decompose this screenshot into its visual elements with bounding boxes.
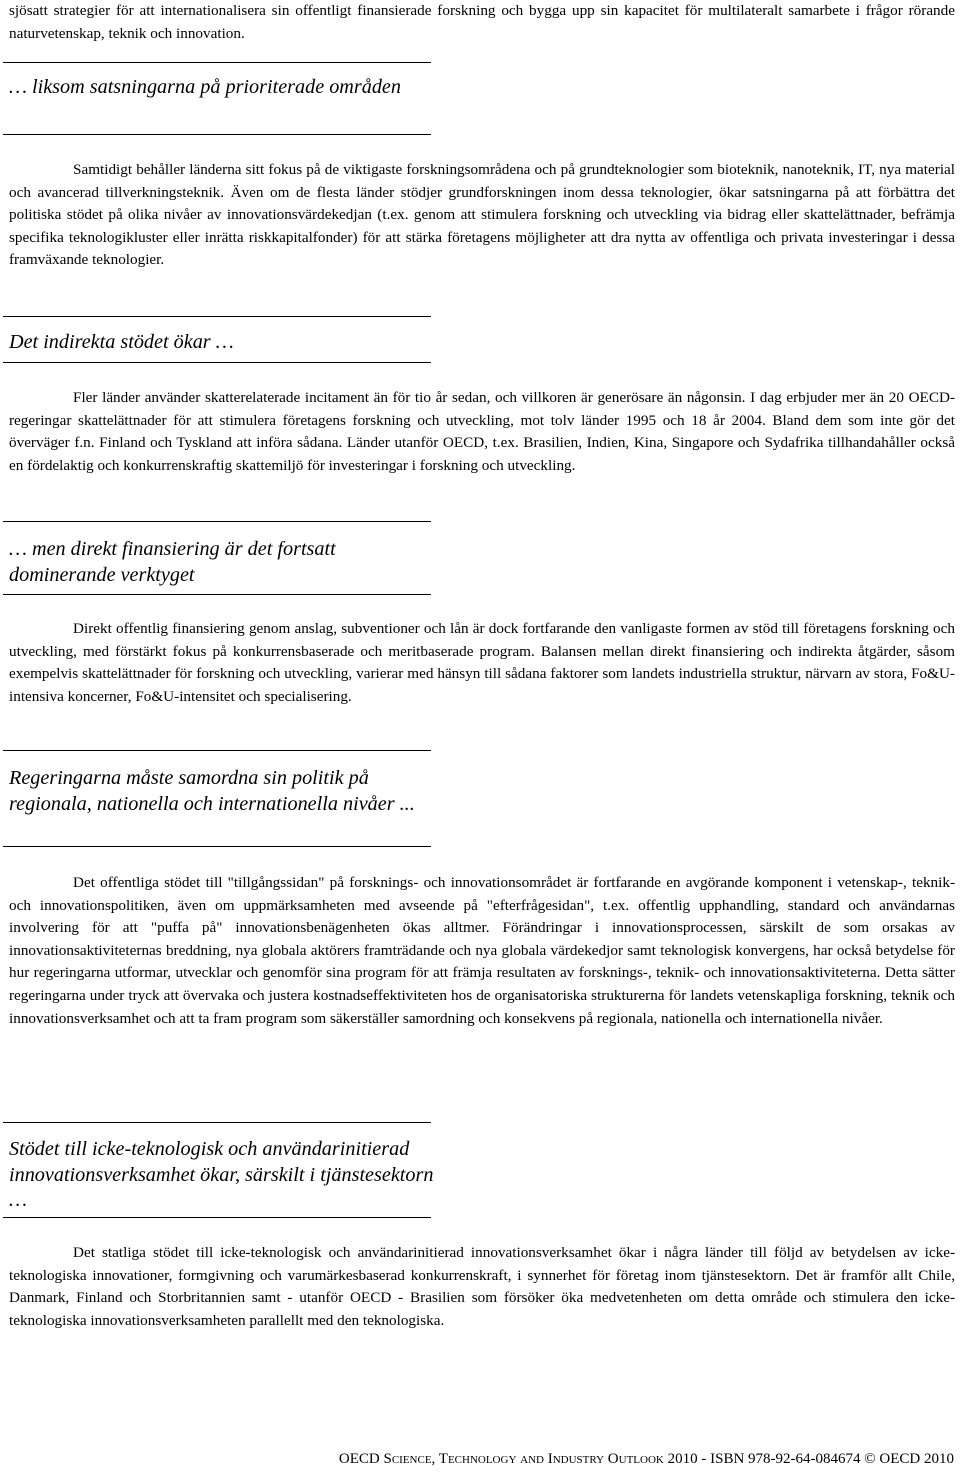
paragraph-prioriterade: Samtidigt behåller länderna sitt fokus på de viktigaste forskningsområdena och på grundteknologier som bioteknik, nanoteknik, IT, nya material och avancerad tillverkningsteknik. Även om de flesta länder stödjer grundforskningen inom dessa teknologier, ökar satsningarna på att förbättra det politiska stödet på olika nivåer av innovationsvärdekedjan (t.ex. genom att stimulera forskning och utveckling via bidrag eller skattelättnader, befrämja specifika teknologikluster eller inrätta riskkapitalfonder) för att stärka företagens möjligheter att dra nytta av offentliga och privata investeringar i dessa framväxande teknologier. bbox=[9, 161, 955, 269]
section-heading-direkt-finansiering: … men direkt finansiering är det fortsatt dominerande verktyget bbox=[9, 538, 336, 586]
section-heading-samordna-politik: Regeringarna måste samordna sin politik på regionala, nationella och internationella nivåer ... bbox=[9, 767, 415, 815]
page-footer bbox=[334, 1450, 954, 1468]
footer-publication-title: Science, Technology and Industry Outlook bbox=[383, 1451, 664, 1467]
section-rule-top bbox=[3, 1122, 431, 1123]
section-rule-bottom bbox=[3, 362, 431, 363]
paragraph-indirekta-stodet: Fler länder använder skatterelaterade incitament än för tio år sedan, och villkoren är generösare än någonsin. I dag erbjuder mer än 20 OECD-regeringar skattelättnader för att stimulera företagens forskning och utveckling, mot tolv länder 1995 och 18 år 2004. Bland dem som inte gör det överväger f.n. Finland och Tyskland att införa sådana. Länder utanför OECD, t.ex. Brasilien, Indien, Kina, Singapore och Sydafrika tillhandahåller också en fördelaktig och konkurrenskraftig skattemiljö för investeringar i forskning och utveckling. bbox=[9, 389, 955, 474]
section-rule-bottom bbox=[3, 1217, 431, 1218]
section-rule-top bbox=[3, 316, 431, 317]
section-rule-top bbox=[3, 521, 431, 522]
section-rule-top bbox=[3, 750, 431, 751]
paragraph-samordna-politik: Det offentliga stödet till "tillgångssidan" på forsknings- och innovationsområdet är fortfarande en avgörande komponent i vetenskap-, teknik- och innovationspolitiken, även om uppmärksamheten med avseende på "efterfrågesidan", t.ex. offentlig upphandling, standard och användarnas involvering för att "puffa på" innovationsbenägenheten ökas alltmer. Förändringar i innovationsprocessen, särskilt de som orsakas av innovationsaktiviteternas breddning, nya globala aktörers framträdande och nya globala värdekedjor samt teknologisk konvergens, har också betydelse för hur regeringarna utformar, utvecklar och genomför sina program för att främja resultaten av forsknings-, teknik- och innovationsaktiviteterna. Detta sätter regeringarna under tryck att övervaka och justera kostnadseffektiviteten hos de organisatoriska strukturerna för landets vetenskapliga forskning, teknik och innovationsverksamhet och att ta fram program som säkerställer samordning och konsekvens på regionala, nationella och internationella nivåer. bbox=[9, 874, 955, 1027]
section-heading-prioriterade: … liksom satsningarna på prioriterade områden bbox=[9, 76, 401, 98]
paragraph-intro: sjösatt strategier för att internationalisera sin offentligt finansierade forskning och bygga upp sin kapacitet för multilateralt samarbete i frågor rörande naturvetenskap, teknik och innovation. bbox=[9, 2, 955, 42]
section-heading-icke-teknologisk: Stödet till icke-teknologisk och användarinitierad innovationsverksamhet ökar, särskilt i tjänstesektorn … bbox=[9, 1138, 434, 1211]
section-rule-bottom bbox=[3, 846, 431, 847]
footer-isbn-copyright: 2010 - ISBN 978-92-64-084674 © OECD 2010 bbox=[663, 1451, 954, 1467]
paragraph-icke-teknologisk: Det statliga stödet till icke-teknologisk och användarinitierad innovationsverksamhet ökar i några länder till följd av betydelsen av icke-teknologiska innovationer, formgivning och varumärkesbaserad konkurrenskraft, i synnerhet för företag inom tjänstesektorn. Det är framför allt Chile, Danmark, Finland och Storbritannien samt - utanför OECD - Brasilien som försöker öka medvetenheten om detta område och stimulera den icke-teknologiska innovationsverksamheten parallellt med den teknologiska. bbox=[9, 1244, 955, 1329]
footer-prefix: OECD bbox=[338, 1451, 384, 1467]
section-rule-bottom bbox=[3, 594, 431, 595]
paragraph-direkt-finansiering: Direkt offentlig finansiering genom anslag, subventioner och lån är dock fortfarande den vanligaste formen av stöd till företagens forskning och utveckling, med förstärkt fokus på konkurrensbaserade och meritbaserade program. Balansen mellan direkt finansiering och indirekta åtgärder, såsom exempelvis skattelättnader för forskning och utveckling, varierar med hänsyn till sådana faktorer som landets industriella struktur, närvarn av stora, Fo&U-intensiva koncerner, Fo&U-intensitet och specialisering. bbox=[9, 620, 955, 705]
section-rule-bottom bbox=[3, 134, 431, 135]
section-heading-indirekta-stodet: Det indirekta stödet ökar … bbox=[9, 331, 234, 353]
section-rule-top bbox=[3, 62, 431, 63]
